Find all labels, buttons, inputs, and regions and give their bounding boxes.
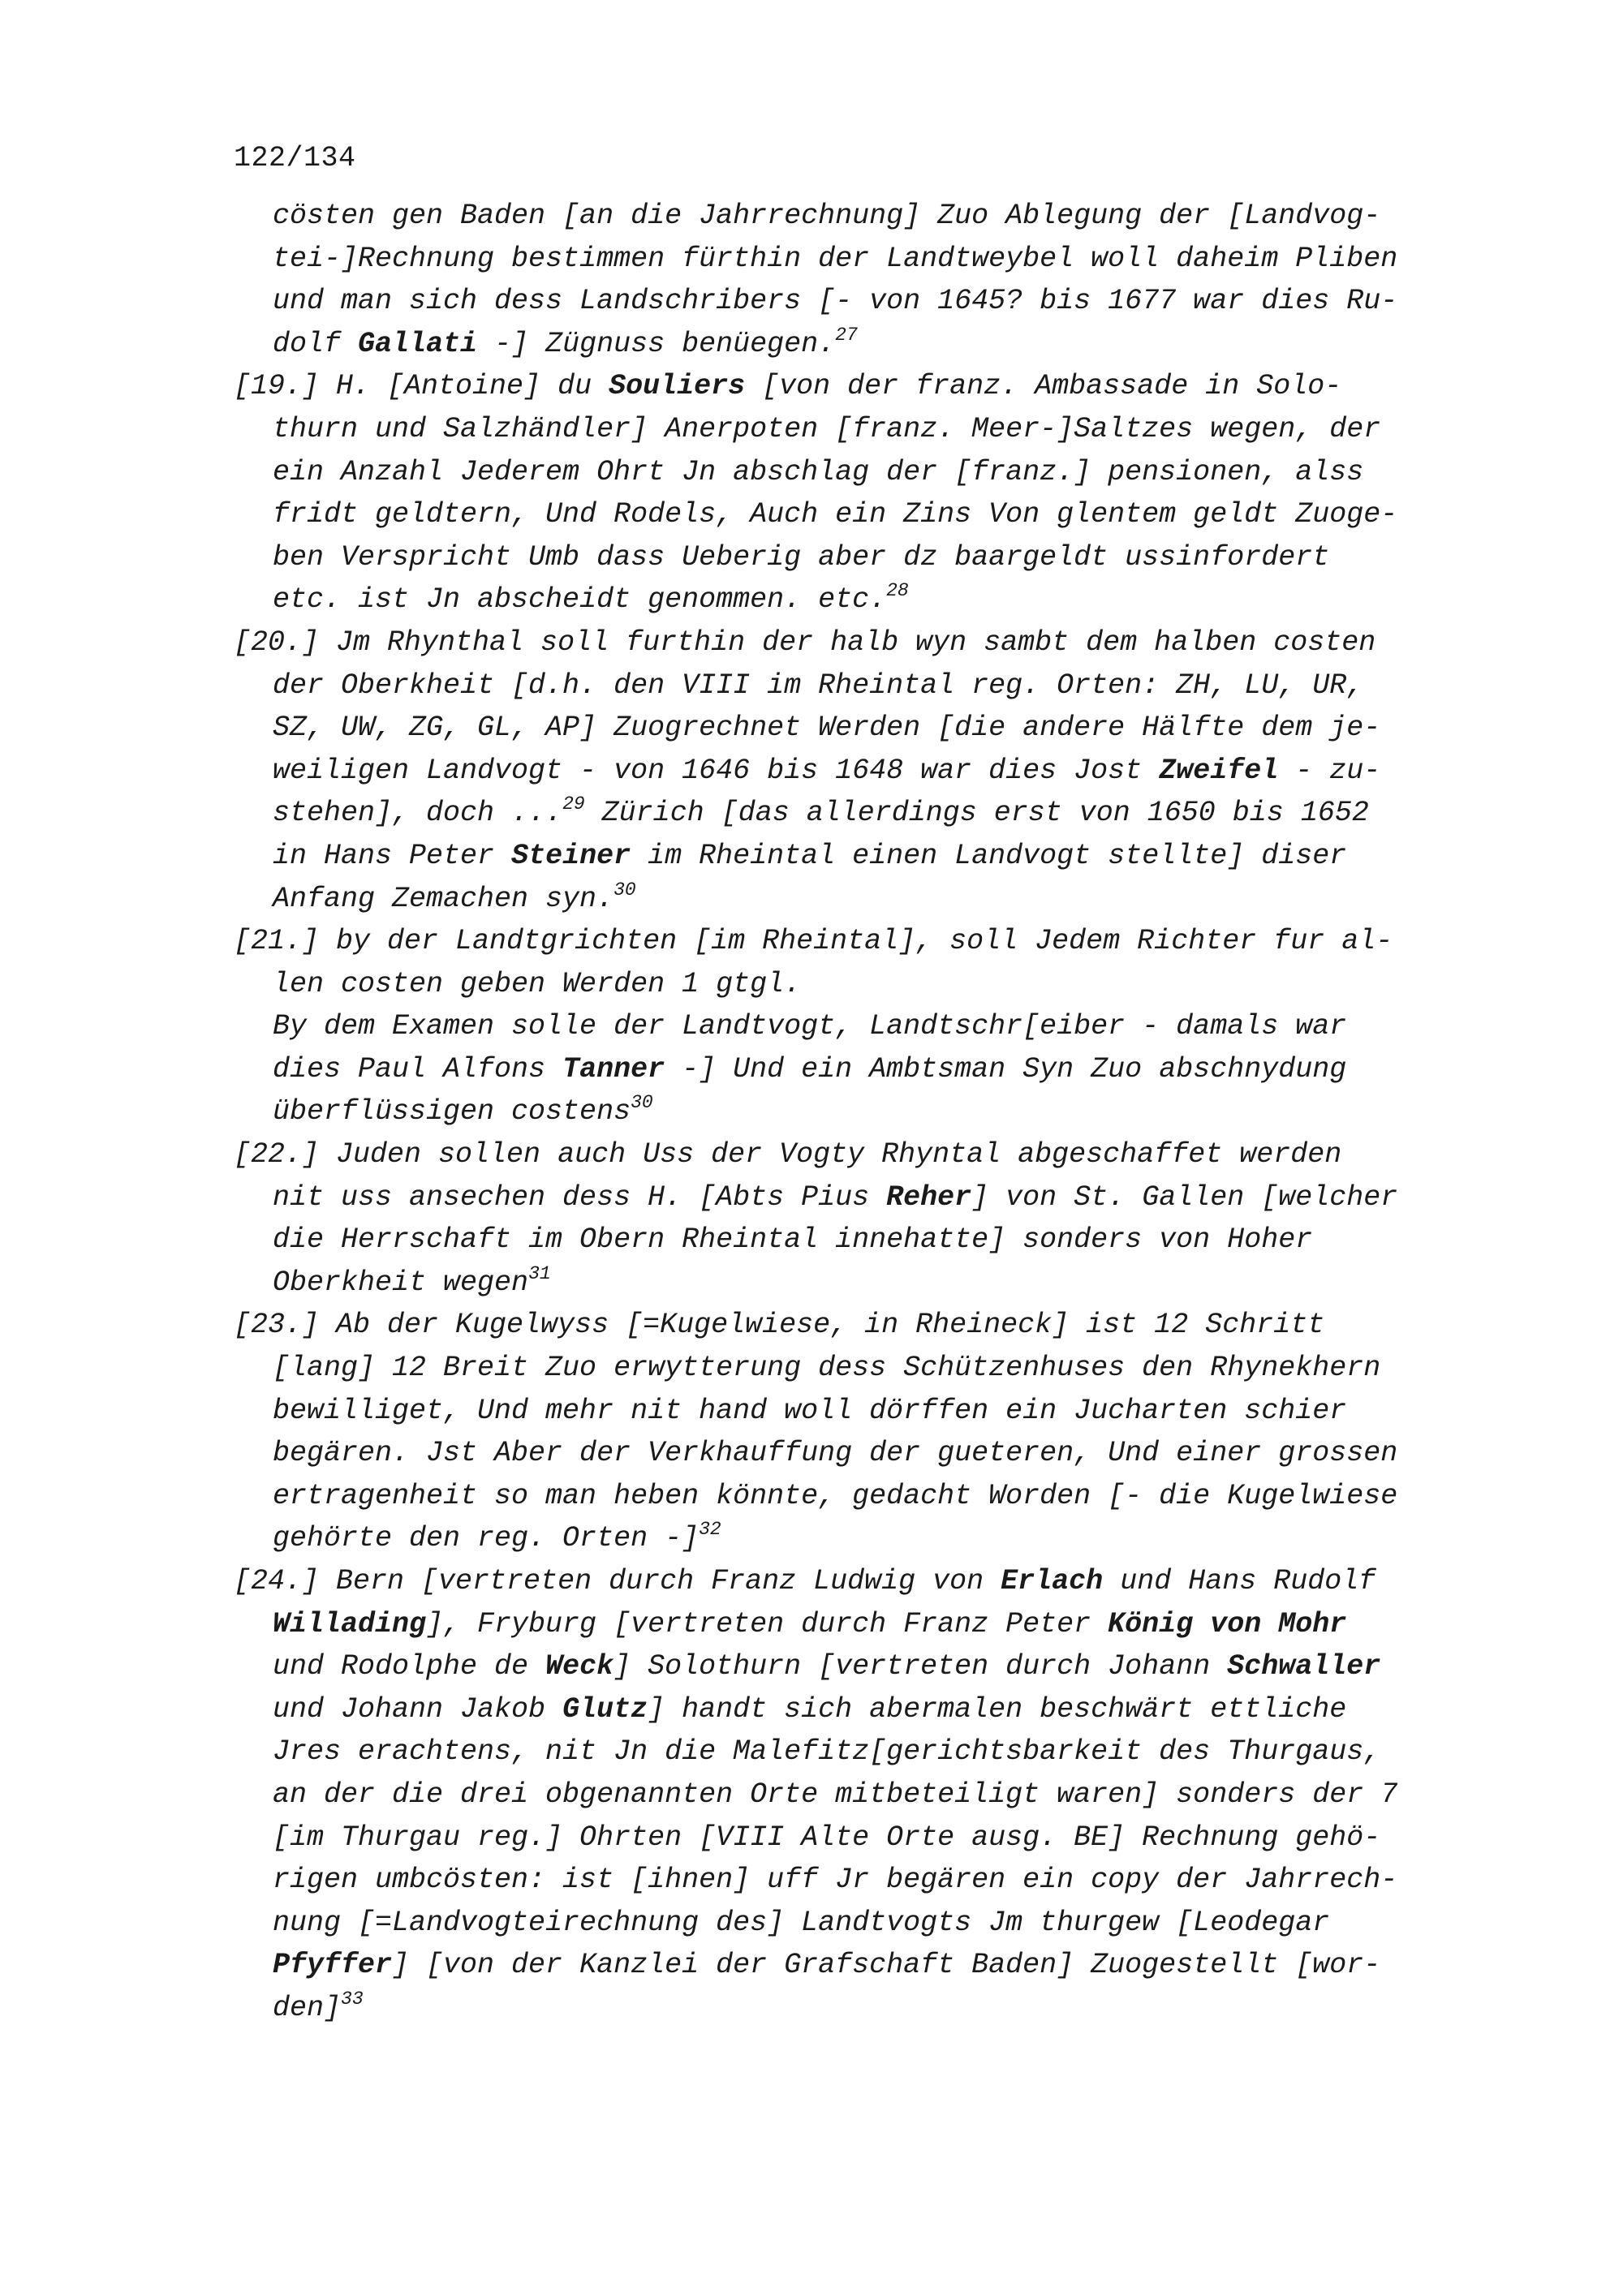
text-line	[234, 1048, 1483, 1091]
text-segment: [22.] Juden sollen auch Uss der Vogty Rhyntal abgeschaffet werden	[234, 1138, 1342, 1172]
entry-start-line	[234, 365, 1483, 408]
bold-name: Steiner	[511, 839, 631, 872]
text-segment: thurn und Salzhändler] Anerpoten [franz. Meer-]Saltzes wegen, der	[273, 412, 1381, 445]
text-line	[234, 536, 1483, 579]
text-line	[234, 664, 1483, 707]
text-segment: len costen geben Werden 1 gtgl.	[273, 967, 802, 1000]
text-line	[234, 792, 1483, 835]
text-segment: weiligen Landvogt - von 1646 bis 1648 war dies Jost	[273, 754, 1160, 787]
entry-start-line	[234, 920, 1483, 963]
text-segment: die Herrschaft im Obern Rheintal innehatte] sonders von Hoher	[273, 1223, 1313, 1257]
text-segment: überflüssigen costens	[273, 1095, 631, 1129]
text-segment: dolf	[273, 327, 359, 360]
bold-name: Gallati	[358, 327, 478, 360]
text-segment: nung [=Landvogteirechnung des] Landtvogts Jm thurgew [Leodegar	[273, 1906, 1330, 1939]
text-line	[234, 1645, 1483, 1688]
bold-name: Tanner	[562, 1052, 665, 1086]
text-line	[234, 1347, 1483, 1390]
footnote-marker: 29	[562, 793, 585, 815]
text-segment: begären. Jst Aber der Verkhauffung der gueteren, Und einer grossen	[273, 1437, 1398, 1470]
text-segment: Oberkheit wegen	[273, 1266, 529, 1299]
text-line	[234, 1475, 1483, 1518]
text-segment: [23.] Ab der Kugelwyss [=Kugelwiese, in Rheineck] ist 12 Schritt	[234, 1309, 1325, 1342]
text-segment: [von der franz. Ambassade in Solo-	[745, 370, 1342, 403]
text-segment: [21.] by der Landtgrichten [im Rheintal], soll Jedem Richter fur al-	[234, 925, 1393, 958]
text-segment: etc. ist Jn abscheidt genommen. etc.	[273, 583, 887, 617]
bold-name: Pfyffer	[273, 1949, 393, 1982]
footnote-marker: 31	[528, 1262, 551, 1284]
text-segment: nit uss ansechen dess H. [Abts Pius	[273, 1180, 887, 1214]
text-line	[234, 1005, 1483, 1048]
footnote-marker: 30	[613, 879, 636, 901]
text-segment: By dem Examen solle der Landtvogt, Landtschr[eiber - damals war	[273, 1010, 1347, 1043]
text-segment: ], Fryburg [vertreten durch Franz Peter	[426, 1607, 1109, 1640]
text-segment: ] Solothurn [vertreten durch Johann	[613, 1650, 1228, 1683]
text-segment: SZ, UW, ZG, GL, AP] Zuogrechnet Werden [die andere Hälfte dem je-	[273, 712, 1381, 745]
text-line	[234, 408, 1483, 451]
entry-start-line	[234, 621, 1483, 664]
text-segment: [lang] 12 Breit Zuo erwytterung dess Schützenhuses den Rhynekhern	[273, 1352, 1381, 1385]
text-segment: im Rheintal einen Landvogt stellte] diser	[631, 839, 1347, 872]
text-line	[234, 1219, 1483, 1262]
text-line	[234, 1817, 1483, 1860]
text-segment: in Hans Peter	[273, 839, 512, 872]
bold-name: Willading	[273, 1607, 427, 1640]
text-segment: bewilliget, Und mehr nit hand woll dörffen ein Jucharten schier	[273, 1394, 1347, 1427]
bold-name: Weck	[545, 1650, 614, 1683]
text-segment: Jres erachtens, nit Jn die Malefitz[gerichtsbarkeit des Thurgaus,	[273, 1735, 1381, 1769]
text-line	[234, 750, 1483, 793]
text-line	[234, 1902, 1483, 1945]
bold-name: Glutz	[562, 1692, 648, 1726]
text-line	[234, 1517, 1483, 1560]
text-line	[234, 1688, 1483, 1731]
text-line	[234, 878, 1483, 921]
text-line	[234, 1432, 1483, 1475]
text-segment: - zu-	[1278, 754, 1381, 787]
text-line	[234, 1944, 1483, 1987]
text-segment: -] Zügnuss benüegen.	[477, 327, 836, 360]
footnote-marker: 30	[631, 1092, 653, 1114]
text-line	[234, 1859, 1483, 1902]
page-number: 122/134	[234, 142, 356, 174]
text-segment: fridt geldtern, Und Rodels, Auch ein Zins Von glentem geldt Zuoge-	[273, 498, 1398, 531]
text-segment: ben Verspricht Umb dass Ueberig aber dz baargeldt ussinfordert	[273, 540, 1330, 574]
text-segment: und man sich dess Landschribers [- von 1645? bis 1677 war dies Ru-	[273, 285, 1398, 318]
text-segment: und Hans Rudolf	[1103, 1565, 1376, 1597]
footnote-marker: 32	[699, 1519, 721, 1541]
text-segment: dies Paul Alfons	[273, 1052, 563, 1086]
text-line	[234, 1987, 1483, 2030]
bold-name: Schwaller	[1227, 1650, 1381, 1683]
text-segment: an der die drei obgenannten Orte mitbeteiligt waren] sonders der 7	[273, 1778, 1398, 1811]
text-line	[234, 1603, 1483, 1646]
text-segment: ] [von der Kanzlei der Grafschaft Baden] Zuogestellt [wor-	[392, 1949, 1381, 1982]
text-line	[234, 963, 1483, 1006]
text-segment: ein Anzahl Jederem Ohrt Jn abschlag der [franz.] pensionen, alss	[273, 455, 1364, 488]
bold-name: Erlach	[1001, 1565, 1104, 1597]
footnote-marker: 27	[835, 324, 858, 346]
text-segment: der Oberkheit [d.h. den VIII im Rheintal reg. Orten: ZH, LU, UR,	[273, 669, 1364, 702]
text-segment: ] handt sich abermalen beschwärt ettliche	[648, 1692, 1347, 1726]
text-segment: rigen umbcösten: ist [ihnen] uff Jr begären ein copy der Jahrrech-	[273, 1864, 1398, 1897]
text-line	[234, 238, 1483, 281]
document-body	[234, 195, 1483, 2030]
text-line	[234, 323, 1483, 366]
text-line	[234, 707, 1483, 750]
footnote-marker: 28	[886, 580, 909, 602]
text-segment: [im Thurgau reg.] Ohrten [VIII Alte Orte ausg. BE] Rechnung gehö-	[273, 1821, 1381, 1854]
text-line	[234, 578, 1483, 621]
text-line	[234, 1262, 1483, 1305]
bold-name: Souliers	[609, 370, 746, 403]
text-line	[234, 195, 1483, 238]
text-segment: Anfang Zemachen syn.	[273, 882, 614, 915]
text-line	[234, 280, 1483, 323]
text-segment: und Rodolphe de	[273, 1650, 546, 1683]
footnote-marker: 33	[341, 1988, 364, 2010]
text-line	[234, 1774, 1483, 1817]
entry-start-line	[234, 1560, 1483, 1603]
text-line	[234, 1731, 1483, 1774]
text-segment: cösten gen Baden [an die Jahrrechnung] Zuo Ablegung der [Landvog-	[273, 200, 1381, 232]
entry-start-line	[234, 1133, 1483, 1176]
text-segment: ertragenheit so man heben könnte, gedacht Worden [- die Kugelwiese	[273, 1479, 1398, 1512]
text-segment: ] von St. Gallen [welcher	[971, 1180, 1398, 1214]
text-line	[234, 835, 1483, 878]
bold-name: Reher	[886, 1180, 972, 1214]
text-segment: [20.] Jm Rhynthal soll furthin der halb wyn sambt dem halben costen	[234, 626, 1376, 659]
text-line	[234, 1390, 1483, 1433]
text-segment: [24.] Bern [vertreten durch Franz Ludwig von	[234, 1565, 1001, 1597]
text-line	[234, 451, 1483, 494]
text-segment: Zürich [das allerdings erst von 1650 bis 1652	[584, 797, 1369, 830]
bold-name: König von Mohr	[1108, 1607, 1347, 1640]
bold-name: Zweifel	[1159, 754, 1279, 787]
text-segment: und Johann Jakob	[273, 1692, 563, 1726]
entry-start-line	[234, 1304, 1483, 1347]
text-segment: gehörte den reg. Orten -]	[273, 1522, 700, 1555]
text-segment: -] Und ein Ambtsman Syn Zuo abschnydung	[665, 1052, 1347, 1086]
text-line	[234, 1090, 1483, 1133]
text-segment: [19.] H. [Antoine] du	[234, 370, 609, 403]
text-segment: tei-]Rechnung bestimmen fürthin der Landtweybel woll daheim Pliben	[273, 242, 1398, 275]
text-segment: den]	[273, 1991, 342, 2024]
text-segment: stehen], doch ...	[273, 797, 563, 830]
text-line	[234, 1176, 1483, 1219]
text-line	[234, 493, 1483, 536]
